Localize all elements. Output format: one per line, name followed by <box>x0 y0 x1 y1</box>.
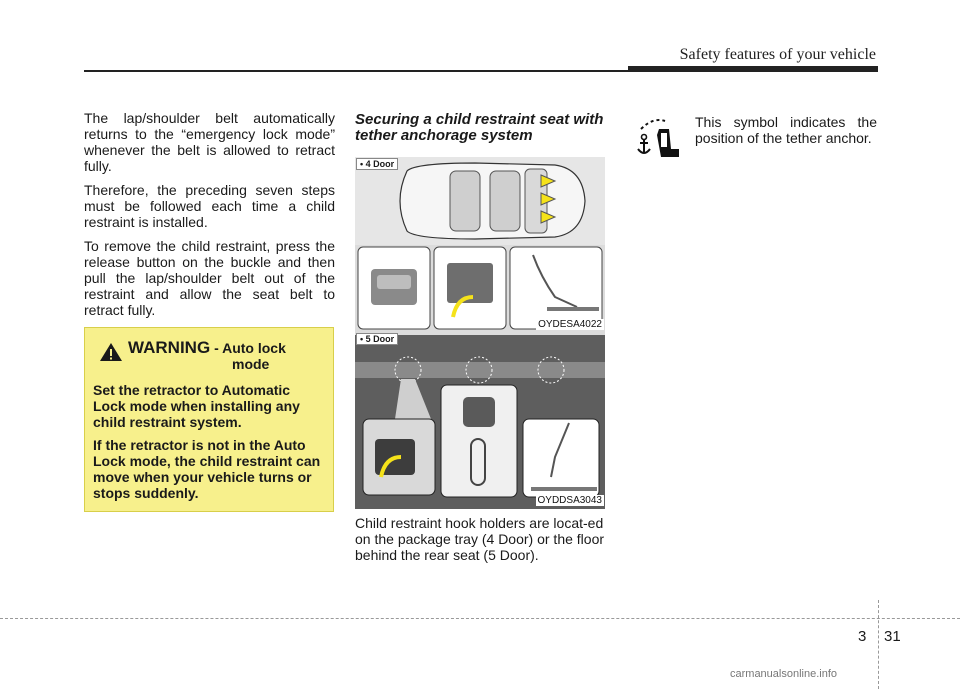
header-rule <box>84 70 628 72</box>
warning-header <box>93 340 325 372</box>
warning-box <box>84 327 334 512</box>
paragraph: To remove the child restraint, press the release button on the buckle and then pull the lap/shoulder belt out of the restraint and allow the seat belt to retract fully. <box>84 238 335 318</box>
warning-paragraph: Set the retractor to Automatic Lock mode when installing any child restraint system. <box>93 382 300 430</box>
warning-subtitle-2: mode <box>232 356 270 372</box>
page-number: 31 <box>884 628 901 645</box>
chapter-number: 3 <box>858 628 867 645</box>
figure-label-4-door: • 4 Door <box>356 158 398 170</box>
warning-subtitle: - Auto lock <box>214 340 286 356</box>
figure-label-5-door: • 5 Door <box>356 333 398 345</box>
column-1 <box>84 110 335 326</box>
paragraph: The lap/shoulder belt automatically returns to the “emergency lock mode” whenever the belt is allowed to retract fully. <box>84 110 335 174</box>
figure-caption: Child restraint hook holders are locat-ed on the package tray (4 Door) or the floor behind the rear seat (5 Door). <box>355 515 605 563</box>
header-title: Safety features of your vehicle <box>679 46 876 63</box>
warning-title: WARNING <box>128 338 211 357</box>
tether-anchor-icon <box>635 115 683 163</box>
figure-code-4-door: OYDESA4022 <box>538 319 602 330</box>
section-title: Securing a child restraint seat with tether anchorage system <box>355 111 604 144</box>
footer-divider <box>878 600 879 689</box>
symbol-description: This symbol indicates the position of the tether anchor. <box>695 114 877 146</box>
figure-code-5-door: OYDDSA3043 <box>537 495 602 506</box>
warning-triangle-icon <box>99 342 123 362</box>
warning-paragraph: If the retractor is not in the Auto Lock mode, the child restraint can move when your vehicle turns or stops suddenly. <box>93 437 321 501</box>
header-bar <box>628 66 878 72</box>
watermark: carmanualsonline.info <box>730 668 838 680</box>
paragraph: Therefore, the preceding seven steps must be followed each time a child restraint is installed. <box>84 182 335 230</box>
footer-rule <box>0 618 960 619</box>
tether-figure <box>355 157 605 509</box>
